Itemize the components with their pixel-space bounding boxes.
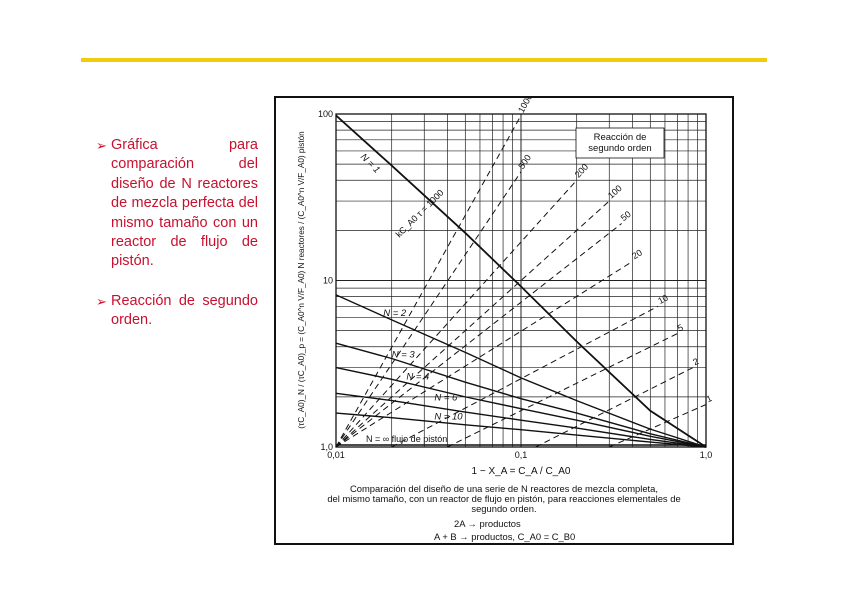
- rate-line-label: 500: [516, 152, 534, 171]
- series-label: N = 10: [434, 411, 463, 423]
- box-label-line: Reacción de: [593, 132, 647, 143]
- rate-line-label: 2: [691, 356, 701, 368]
- bullet-text-2: Reacción de segundo orden.: [111, 292, 258, 329]
- rate-line-label: 200: [572, 161, 591, 180]
- rate-line: [447, 334, 677, 447]
- rate-group-label: kC_A0 τ = 1000: [393, 187, 446, 240]
- rate-line-label: 1: [704, 393, 714, 405]
- figure-frame: [274, 96, 734, 545]
- rate-line: [336, 180, 577, 447]
- rate-line-label: 50: [618, 209, 633, 224]
- caption-line: segundo orden.: [471, 503, 537, 514]
- y-tick-label: 10: [322, 275, 333, 286]
- rate-line-label: 1000: [516, 98, 535, 115]
- reaction-equation-2: A + B → productos, C_A0 = C_B0: [434, 531, 576, 542]
- bullet-list: [96, 136, 258, 331]
- comparison-chart: [276, 98, 732, 543]
- x-tick-label: 0,01: [327, 450, 345, 460]
- rate-line: [336, 201, 609, 447]
- rate-line: [336, 262, 632, 447]
- y-tick-label: 1,0: [320, 442, 333, 452]
- box-label-line: segundo orden: [588, 143, 652, 154]
- series-label: N = 2: [383, 307, 407, 319]
- title-accent-line: [81, 58, 767, 62]
- series-label: N = 1: [357, 151, 383, 176]
- reaction-box-label: [588, 132, 651, 154]
- x-tick-label: 0,1: [514, 450, 528, 460]
- rate-line: [392, 306, 658, 447]
- x-axis-label: 1 − X_A = C_A / C_A0: [471, 466, 571, 477]
- arrow-bullet-icon: ➢: [96, 293, 107, 309]
- bullet-item-2: [96, 292, 258, 331]
- caption-line: Comparación del diseño de una serie de N reactores de mezcla completa,: [350, 483, 658, 494]
- y-axis-label: (τC_A0)_N / (τC_A0)_p = (C_A0^n V/F_A0) N reactores / (C_A0^n V/F_A0) pistón: [297, 131, 306, 429]
- bullet-text-1: Gráfica para comparación del diseño de N reactores de mezcla perfecta del mismo tamaño con un reactor de flujo de pistón.: [111, 137, 258, 270]
- series-label: N = 4: [406, 371, 430, 383]
- reaction-equation-1: 2A → productos: [454, 518, 521, 529]
- y-tick-label: 100: [317, 109, 333, 119]
- rate-line-label: 10: [656, 292, 670, 307]
- series-label: N = 3: [391, 349, 415, 361]
- plug-flow-label: N = ∞ flujo de pistón: [366, 434, 448, 444]
- rate-line-label: 20: [630, 247, 644, 262]
- caption-line: del mismo tamaño, con un reactor de flujo en pistón, para reacciones elementales de: [327, 493, 681, 504]
- series-label: N = 6: [434, 392, 458, 404]
- rate-line-label: 5: [675, 322, 685, 334]
- arrow-bullet-icon: ➢: [96, 138, 107, 153]
- rate-line-label: 100: [605, 183, 624, 201]
- bullet-item-1: [96, 136, 258, 272]
- x-tick-label: 1,0: [699, 450, 713, 460]
- figure-caption: [327, 483, 680, 514]
